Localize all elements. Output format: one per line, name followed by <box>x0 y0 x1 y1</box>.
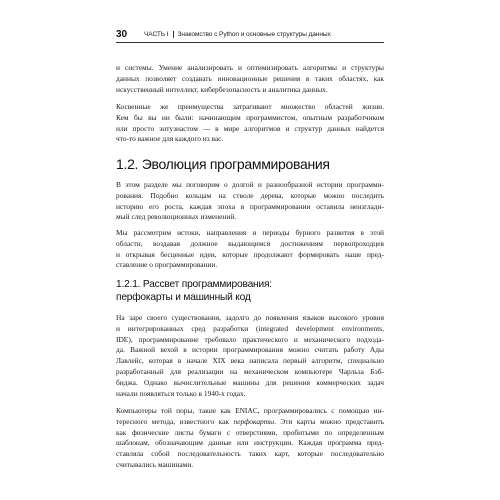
part-label: ЧАСТЬ I <box>144 31 169 38</box>
running-header <box>116 27 384 41</box>
header-separator <box>173 31 174 38</box>
section-paragraph-1 <box>116 180 384 223</box>
text-line: и открывая бесценные идеи, которые продолжают формировать наше пред- <box>116 249 384 259</box>
text-line: Косвенные же преимущества затрагивают множество областей жизни. <box>116 102 384 111</box>
running-header-text <box>144 29 331 41</box>
text-line: рования. Подобно кольцам на стволе дерева, которые можно последить <box>116 190 384 200</box>
text-line: что-то важное для каждого из вас. <box>116 134 224 144</box>
text-line: или просто энтузиастом — в мире алгоритмов и структур данных найдется <box>116 123 384 133</box>
text-line: да. Важной вехой в истории программирования можно считать работу Ады <box>116 345 384 355</box>
text-line: считывались машинами. <box>116 459 194 469</box>
text-line: мый след революционных изменений. <box>116 212 237 222</box>
section-paragraph-2 <box>116 228 384 271</box>
text-line: области, воздавая должное выдающимся достижениям первопроходцев <box>116 238 384 248</box>
text-line: Мы рассмотрим истоки, направления и периоды бурного развития в этой <box>116 228 384 237</box>
text-line: Лавлейс, которая в начале XIX века написала первый алгоритм, специально <box>116 356 384 366</box>
text-line: На заре своего существования, задолго до появления языков высокого уровня <box>116 313 384 322</box>
text-line: шаблонам, обозначающим данные или инструкции. Каждая программа пред- <box>116 438 384 448</box>
text-fragment: . Эти карты можно представить <box>273 416 384 426</box>
text-line: данных позволяет создавать инновационные решения в таких областях, как <box>116 73 384 83</box>
text-line: как физические листы бумаги с отверстиями, пробитыми по определенным <box>116 427 384 437</box>
text-line: Компьютеры той поры, такие как ENIAC, программировались с помощью ин- <box>116 406 384 415</box>
subsection-heading-line-1: 1.2.1. Рассвет программирования: <box>116 279 272 290</box>
subsection-heading-line-2: перфокарты и машинный код <box>116 292 251 303</box>
text-line: В этом разделе мы поговорим о долгой и разнообразной истории программи- <box>116 180 384 189</box>
text-line: разработанный для реализации на механическом компьютере Чарльза Бэб- <box>116 366 384 376</box>
page-number: 30 <box>116 29 128 40</box>
text-fragment: тересного метода, известного как <box>116 416 234 426</box>
emphasis-term: перфокарты <box>233 416 274 426</box>
text-line: ставление о программировании. <box>116 260 218 270</box>
text-line: ставляла собой последовательность таких карт, которые последовательно <box>116 449 384 459</box>
text-line: искусственный интеллект, кибербезопасность и аналитика данных. <box>116 84 328 94</box>
intro-paragraph-2 <box>116 102 384 145</box>
text-line: начали появляться только в 1940-х годах. <box>116 388 246 398</box>
part-title: Знакомство с Python и основные структуры данных <box>177 31 331 38</box>
subsection-heading <box>116 278 272 304</box>
subsection-paragraph-2 <box>116 406 384 471</box>
section-heading: 1.2. Эволюция программирования <box>116 156 330 172</box>
intro-paragraph-1 <box>116 63 384 95</box>
text-line: биджа. Однако вычислительные машины для решения коммерческих задач <box>116 377 384 387</box>
text-line: IDE), программирование требовало практического и механического подхода- <box>116 334 384 344</box>
text-line: и системы. Умение анализировать и оптимизировать алгоритмы и структуры <box>116 63 384 72</box>
text-line-with-emphasis <box>116 417 384 428</box>
text-line: и интегрированных сред разработки (integrated development environments, <box>116 323 384 333</box>
text-line: Кем бы вы ни были: начинающим программистом, опытным разработчиком <box>116 112 384 122</box>
subsection-paragraph-1 <box>116 313 384 399</box>
text-line: историю его роста, каждая эпоха в программировании оставила неизглади- <box>116 201 384 211</box>
header-rule <box>116 42 384 43</box>
